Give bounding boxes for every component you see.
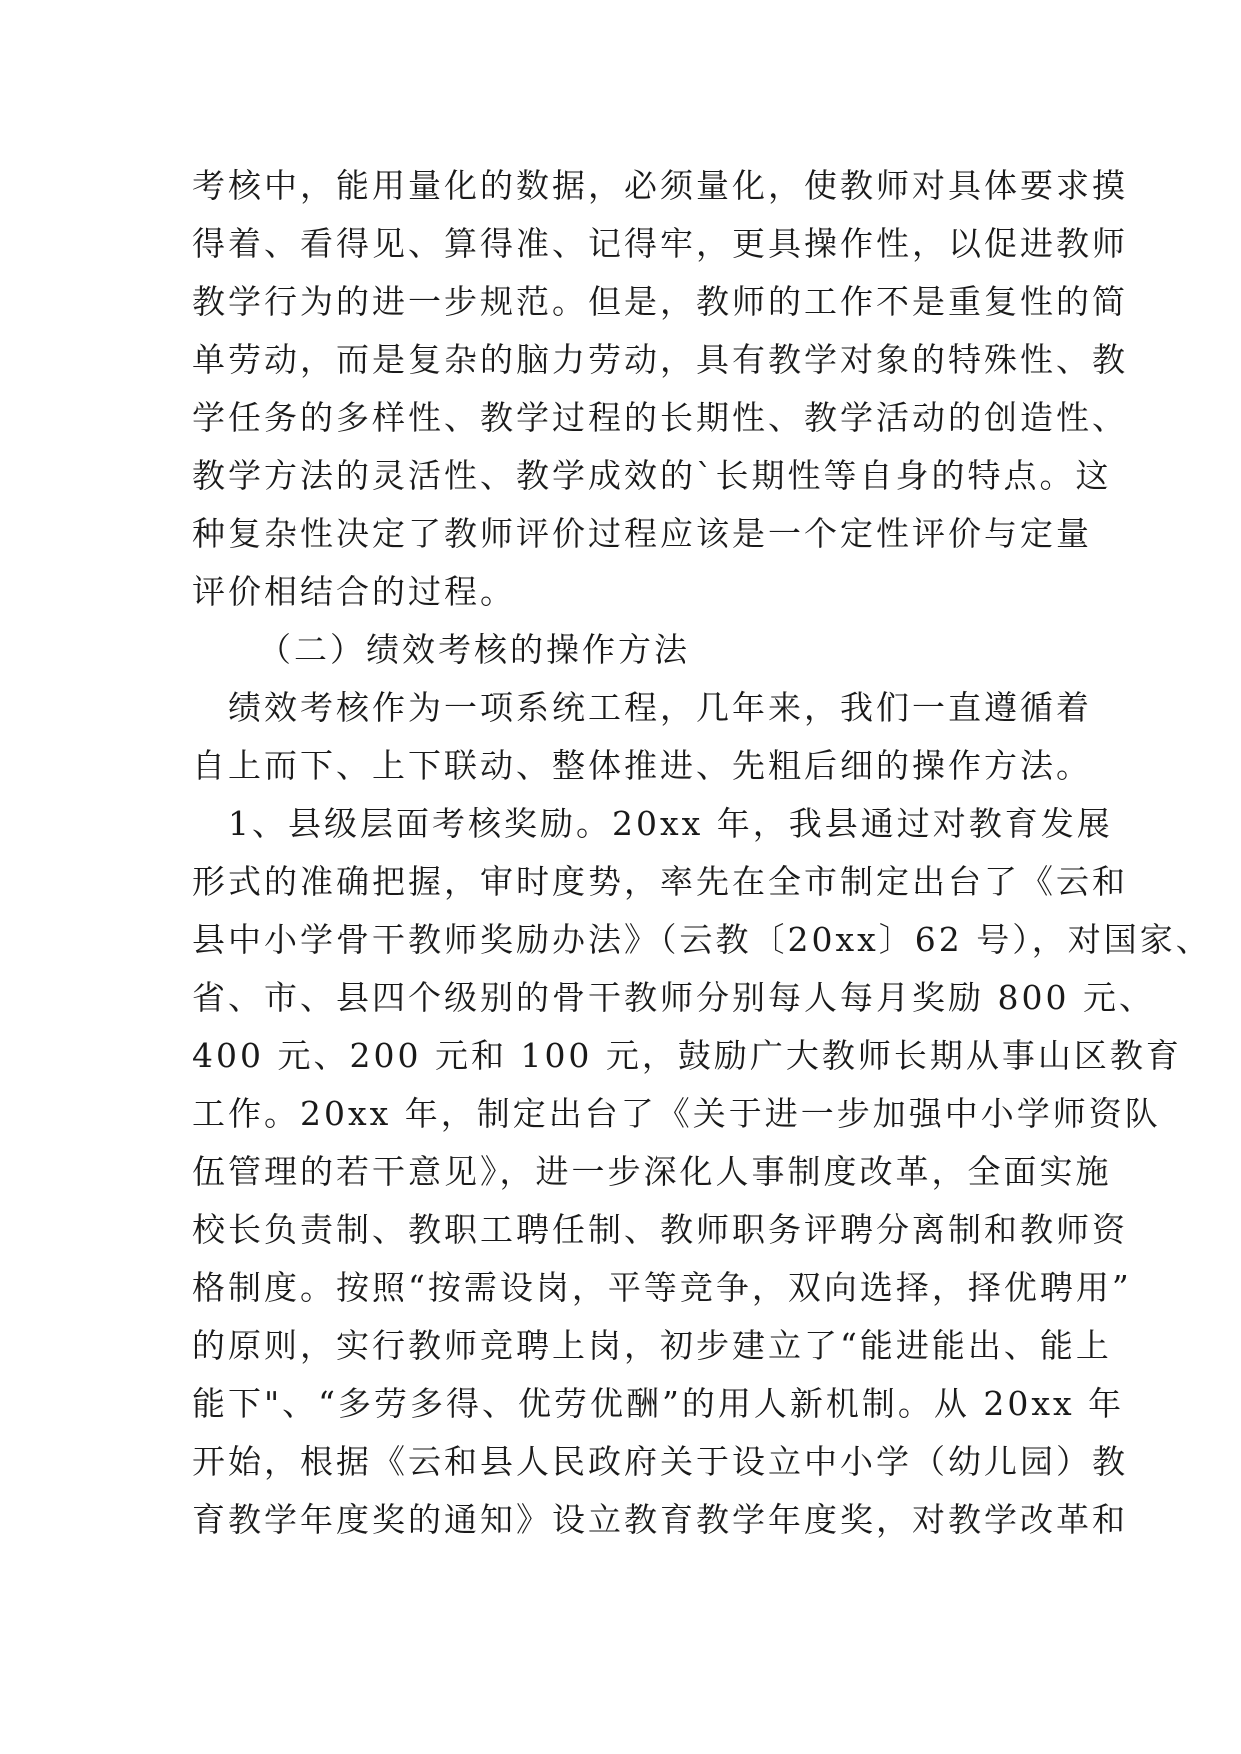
text-line: 育教学年度奖的通知》设立教育教学年度奖，对教学改革和 [192,1500,1128,1539]
text-line: 400 元、200 元和 100 元，鼓励广大教师长期从事山区教育 [192,1036,1182,1075]
text-line: 形式的准确把握，审时度势，率先在全市制定出台了《云和 [192,862,1128,901]
document-body [192,157,1212,1549]
text-line: 考核中，能用量化的数据，必须量化，使教师对具体要求摸 [192,166,1128,205]
text-line: 校长负责制、教职工聘任制、教师职务评聘分离制和教师资 [192,1210,1128,1249]
text-line: 教学行为的进一步规范。但是，教师的工作不是重复性的简 [192,282,1128,321]
text-line: 的原则，实行教师竞聘上岗，初步建立了“能进能出、能上 [192,1326,1112,1365]
text-line: 自上而下、上下联动、整体推进、先粗后细的操作方法。 [192,746,1092,785]
section-heading: （二）绩效考核的操作方法 [258,630,690,669]
text-line: 学任务的多样性、教学过程的长期性、教学活动的创造性、 [192,398,1128,437]
text-line: 绩效考核作为一项系统工程，几年来，我们一直遵循着 [228,688,1092,727]
text-line: 工作。20xx 年，制定出台了《关于进一步加强中小学师资队 [192,1094,1161,1133]
text-line: 伍管理的若干意见》，进一步深化人事制度改革，全面实施 [192,1152,1112,1191]
text-line: 开始，根据《云和县人民政府关于设立中小学（幼儿园）教 [192,1442,1128,1481]
text-line: 得着、看得见、算得准、记得牢，更具操作性，以促进教师 [192,224,1128,263]
text-line: 教学方法的灵活性、教学成效的`长期性等自身的特点。这 [192,456,1112,495]
text-line: 能下"、“多劳多得、优劳优酬”的用人新机制。从 20xx 年 [192,1384,1125,1423]
text-line: 种复杂性决定了教师评价过程应该是一个定性评价与定量 [192,514,1092,553]
text-line: 单劳动，而是复杂的脑力劳动，具有教学对象的特殊性、教 [192,340,1128,379]
text-line: 县中小学骨干教师奖励办法》（云教〔20xx〕62 号），对国家、 [192,920,1212,959]
text-line: 评价相结合的过程。 [192,572,516,611]
text-line: 1、县级层面考核奖励。20xx 年，我县通过对教育发展 [228,804,1113,843]
text-line: 格制度。按照“按需设岗，平等竞争，双向选择，择优聘用” [192,1268,1132,1307]
text-line: 省、市、县四个级别的骨干教师分别每人每月奖励 800 元、 [192,978,1155,1017]
